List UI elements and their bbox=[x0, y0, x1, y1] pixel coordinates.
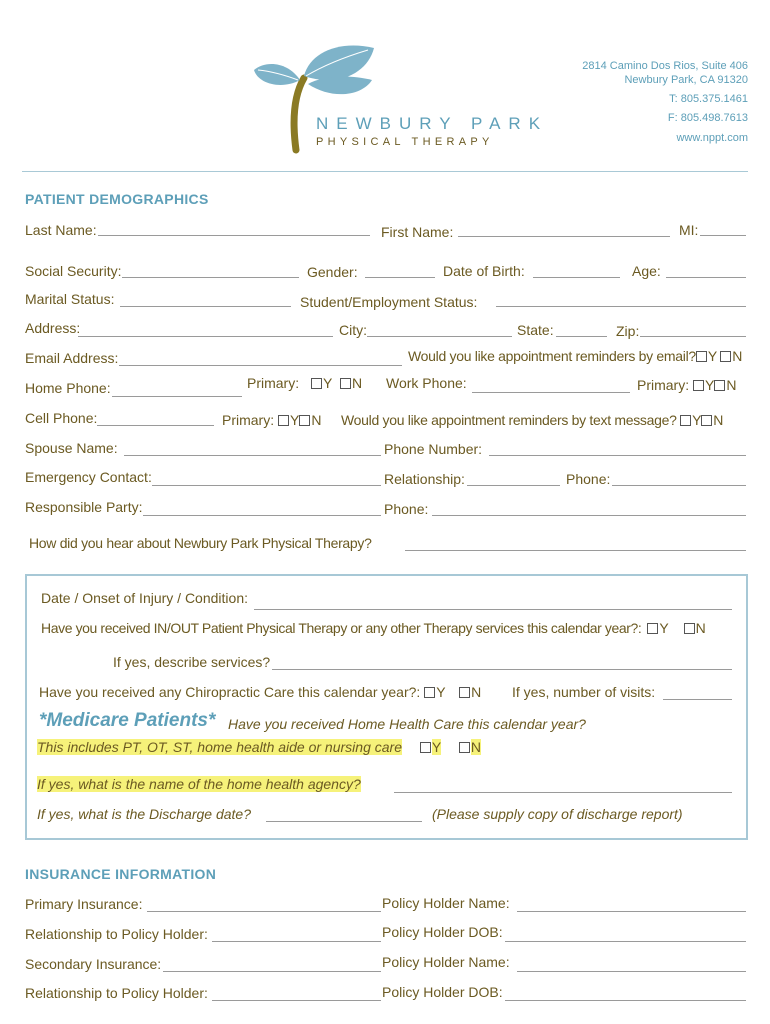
text-reminder-yes-checkbox[interactable] bbox=[680, 415, 691, 426]
section-heading-insurance: INSURANCE INFORMATION bbox=[25, 866, 217, 882]
section-heading-demographics: PATIENT DEMOGRAPHICS bbox=[25, 191, 209, 207]
work-phone-label: Work Phone: bbox=[386, 375, 467, 391]
spouse-field[interactable] bbox=[124, 455, 381, 456]
age-label: Age: bbox=[632, 263, 661, 279]
home-primary-yes-checkbox[interactable] bbox=[311, 378, 322, 389]
ssn-label: Social Security: bbox=[25, 263, 122, 279]
cell-phone-label: Cell Phone: bbox=[25, 410, 98, 426]
emergency-label: Emergency Contact: bbox=[25, 469, 152, 485]
email-field[interactable] bbox=[119, 365, 402, 366]
chiro-question bbox=[39, 684, 481, 700]
medicare-title: *Medicare Patients* bbox=[39, 710, 216, 731]
yes-label: Y bbox=[707, 348, 717, 364]
work-phone-field[interactable] bbox=[472, 392, 630, 393]
brand-subtitle: PHYSICAL THERAPY bbox=[316, 136, 494, 148]
age-field[interactable] bbox=[666, 277, 746, 278]
zip-field[interactable] bbox=[640, 336, 746, 337]
discharge-label: If yes, what is the Discharge date? bbox=[37, 806, 251, 822]
secondary-holder-dob-field[interactable] bbox=[505, 1000, 746, 1001]
dob-field[interactable] bbox=[533, 277, 620, 278]
relationship-field[interactable] bbox=[467, 485, 560, 486]
includes-row bbox=[37, 739, 481, 755]
ssn-field[interactable] bbox=[122, 277, 299, 278]
primary-holder-dob-label: Policy Holder DOB: bbox=[382, 924, 503, 940]
chiro-no-checkbox[interactable] bbox=[459, 687, 470, 698]
zip-label: Zip: bbox=[616, 323, 640, 339]
primary-label: Primary: bbox=[222, 412, 275, 428]
address-line-1: 2814 Camino Dos Rios, Suite 406 bbox=[582, 60, 748, 72]
cell-phone-field[interactable] bbox=[97, 425, 214, 426]
visits-field[interactable] bbox=[663, 699, 732, 700]
city-label: City: bbox=[339, 322, 367, 338]
chiro-label: Have you received any Chiropractic Care this calendar year?: bbox=[39, 684, 421, 700]
discharge-field[interactable] bbox=[266, 821, 422, 822]
fax-number: F: 805.498.7613 bbox=[667, 112, 748, 124]
address-field[interactable] bbox=[78, 336, 333, 337]
dob-label: Date of Birth: bbox=[443, 263, 525, 279]
referral-field[interactable] bbox=[405, 550, 746, 551]
brand-name: NEWBURY PARK bbox=[316, 114, 549, 133]
agency-field[interactable] bbox=[394, 792, 732, 793]
yes-label: Y bbox=[436, 684, 446, 700]
agency-label: If yes, what is the name of the home health agency? bbox=[37, 776, 361, 792]
primary-relationship-label: Relationship to Policy Holder: bbox=[25, 926, 208, 942]
primary-label: Primary: bbox=[247, 375, 300, 391]
home-phone-label: Home Phone: bbox=[25, 380, 111, 396]
describe-label: If yes, describe services? bbox=[113, 654, 271, 670]
home-health-yes-checkbox[interactable] bbox=[420, 742, 431, 753]
emergency-phone-field[interactable] bbox=[612, 485, 746, 486]
primary-label: Primary: bbox=[637, 377, 690, 393]
email-label: Email Address: bbox=[25, 350, 119, 366]
secondary-holder-name-label: Policy Holder Name: bbox=[382, 954, 510, 970]
gender-field[interactable] bbox=[365, 277, 435, 278]
other-therapy-question bbox=[41, 620, 705, 636]
email-reminder-yes-checkbox[interactable] bbox=[696, 351, 707, 362]
email-reminder-label: Would you like appointment reminders by email? bbox=[408, 348, 696, 364]
describe-field[interactable] bbox=[272, 669, 732, 670]
no-label: N bbox=[352, 375, 363, 391]
primary-insurance-field[interactable] bbox=[147, 911, 381, 912]
email-reminder-no-checkbox[interactable] bbox=[720, 351, 731, 362]
first-name-label: First Name: bbox=[381, 224, 454, 240]
no-label: N bbox=[713, 412, 724, 428]
no-label: N bbox=[471, 684, 482, 700]
yes-label: Y bbox=[290, 412, 300, 428]
no-label: N bbox=[470, 739, 481, 755]
no-label: N bbox=[726, 377, 737, 393]
responsible-phone-field[interactable] bbox=[432, 515, 746, 516]
work-primary-yes-checkbox[interactable] bbox=[693, 380, 704, 391]
secondary-insurance-field[interactable] bbox=[163, 971, 381, 972]
home-phone-field[interactable] bbox=[112, 396, 242, 397]
discharge-note: (Please supply copy of discharge report) bbox=[432, 806, 683, 822]
marital-label: Marital Status: bbox=[25, 291, 115, 307]
address-label: Address: bbox=[25, 320, 81, 336]
spouse-phone-label: Phone Number: bbox=[384, 441, 483, 457]
yes-label: Y bbox=[431, 739, 441, 755]
referral-label: How did you hear about Newbury Park Physical Therapy? bbox=[29, 535, 372, 551]
last-name-label: Last Name: bbox=[25, 222, 97, 238]
text-reminder-no-checkbox[interactable] bbox=[701, 415, 712, 426]
text-reminder-question bbox=[341, 412, 723, 428]
city-field[interactable] bbox=[367, 336, 512, 337]
primary-holder-name-label: Policy Holder Name: bbox=[382, 895, 510, 911]
website-link[interactable]: www.nppt.com bbox=[676, 132, 748, 144]
secondary-relationship-label: Relationship to Policy Holder: bbox=[25, 985, 208, 1001]
yes-label: Y bbox=[659, 620, 669, 636]
home-health-question: Have you received Home Health Care this calendar year? bbox=[228, 716, 586, 732]
onset-label: Date / Onset of Injury / Condition: bbox=[41, 590, 248, 606]
spouse-label: Spouse Name: bbox=[25, 440, 118, 456]
home-health-no-checkbox[interactable] bbox=[459, 742, 470, 753]
other-therapy-no-checkbox[interactable] bbox=[684, 623, 695, 634]
mi-field[interactable] bbox=[700, 235, 746, 236]
home-primary-no-checkbox[interactable] bbox=[340, 378, 351, 389]
state-field[interactable] bbox=[556, 336, 607, 337]
state-label: State: bbox=[517, 322, 554, 338]
email-reminder-question bbox=[408, 348, 742, 364]
yes-label: Y bbox=[323, 375, 333, 391]
student-field[interactable] bbox=[496, 306, 746, 307]
first-name-field[interactable] bbox=[458, 236, 670, 237]
student-label: Student/Employment Status: bbox=[300, 294, 478, 310]
header-divider bbox=[22, 171, 748, 172]
marital-field[interactable] bbox=[120, 306, 291, 307]
cell-primary-group bbox=[222, 412, 321, 428]
no-label: N bbox=[695, 620, 706, 636]
yes-label: Y bbox=[692, 412, 702, 428]
medical-history-box bbox=[25, 574, 748, 840]
gender-label: Gender: bbox=[307, 264, 358, 280]
address-line-2: Newbury Park, CA 91320 bbox=[624, 74, 748, 86]
phone-number: T: 805.375.1461 bbox=[669, 93, 748, 105]
no-label: N bbox=[311, 412, 322, 428]
emergency-field[interactable] bbox=[152, 485, 381, 486]
text-reminder-label: Would you like appointment reminders by text message? bbox=[341, 412, 677, 428]
home-primary-group bbox=[247, 375, 362, 391]
secondary-holder-dob-label: Policy Holder DOB: bbox=[382, 984, 503, 1000]
responsible-phone-label: Phone: bbox=[384, 501, 429, 517]
includes-note: This includes PT, OT, ST, home health aide or nursing care bbox=[37, 739, 402, 755]
primary-relationship-field[interactable] bbox=[212, 941, 381, 942]
primary-insurance-label: Primary Insurance: bbox=[25, 896, 143, 912]
responsible-label: Responsible Party: bbox=[25, 499, 143, 515]
spouse-phone-field[interactable] bbox=[489, 455, 746, 456]
work-primary-group bbox=[637, 377, 736, 393]
visits-label: If yes, number of visits: bbox=[512, 684, 656, 700]
secondary-holder-name-field[interactable] bbox=[517, 971, 746, 972]
emergency-phone-label: Phone: bbox=[566, 471, 611, 487]
work-primary-no-checkbox[interactable] bbox=[714, 380, 725, 391]
other-therapy-label: Have you received IN/OUT Patient Physical Therapy or any other Therapy services this calendar year?: bbox=[41, 620, 642, 636]
responsible-field[interactable] bbox=[143, 515, 381, 516]
cell-primary-no-checkbox[interactable] bbox=[299, 415, 310, 426]
no-label: N bbox=[732, 348, 743, 364]
last-name-field[interactable] bbox=[98, 235, 370, 236]
yes-label: Y bbox=[705, 377, 715, 393]
cell-primary-yes-checkbox[interactable] bbox=[278, 415, 289, 426]
secondary-relationship-field[interactable] bbox=[212, 1000, 381, 1001]
chiro-yes-checkbox[interactable] bbox=[424, 687, 435, 698]
mi-label: MI: bbox=[679, 222, 699, 238]
primary-holder-name-field[interactable] bbox=[517, 911, 746, 912]
secondary-insurance-label: Secondary Insurance: bbox=[25, 956, 162, 972]
primary-holder-dob-field[interactable] bbox=[505, 941, 746, 942]
other-therapy-yes-checkbox[interactable] bbox=[647, 623, 658, 634]
relationship-label: Relationship: bbox=[384, 471, 465, 487]
onset-field[interactable] bbox=[254, 609, 732, 610]
